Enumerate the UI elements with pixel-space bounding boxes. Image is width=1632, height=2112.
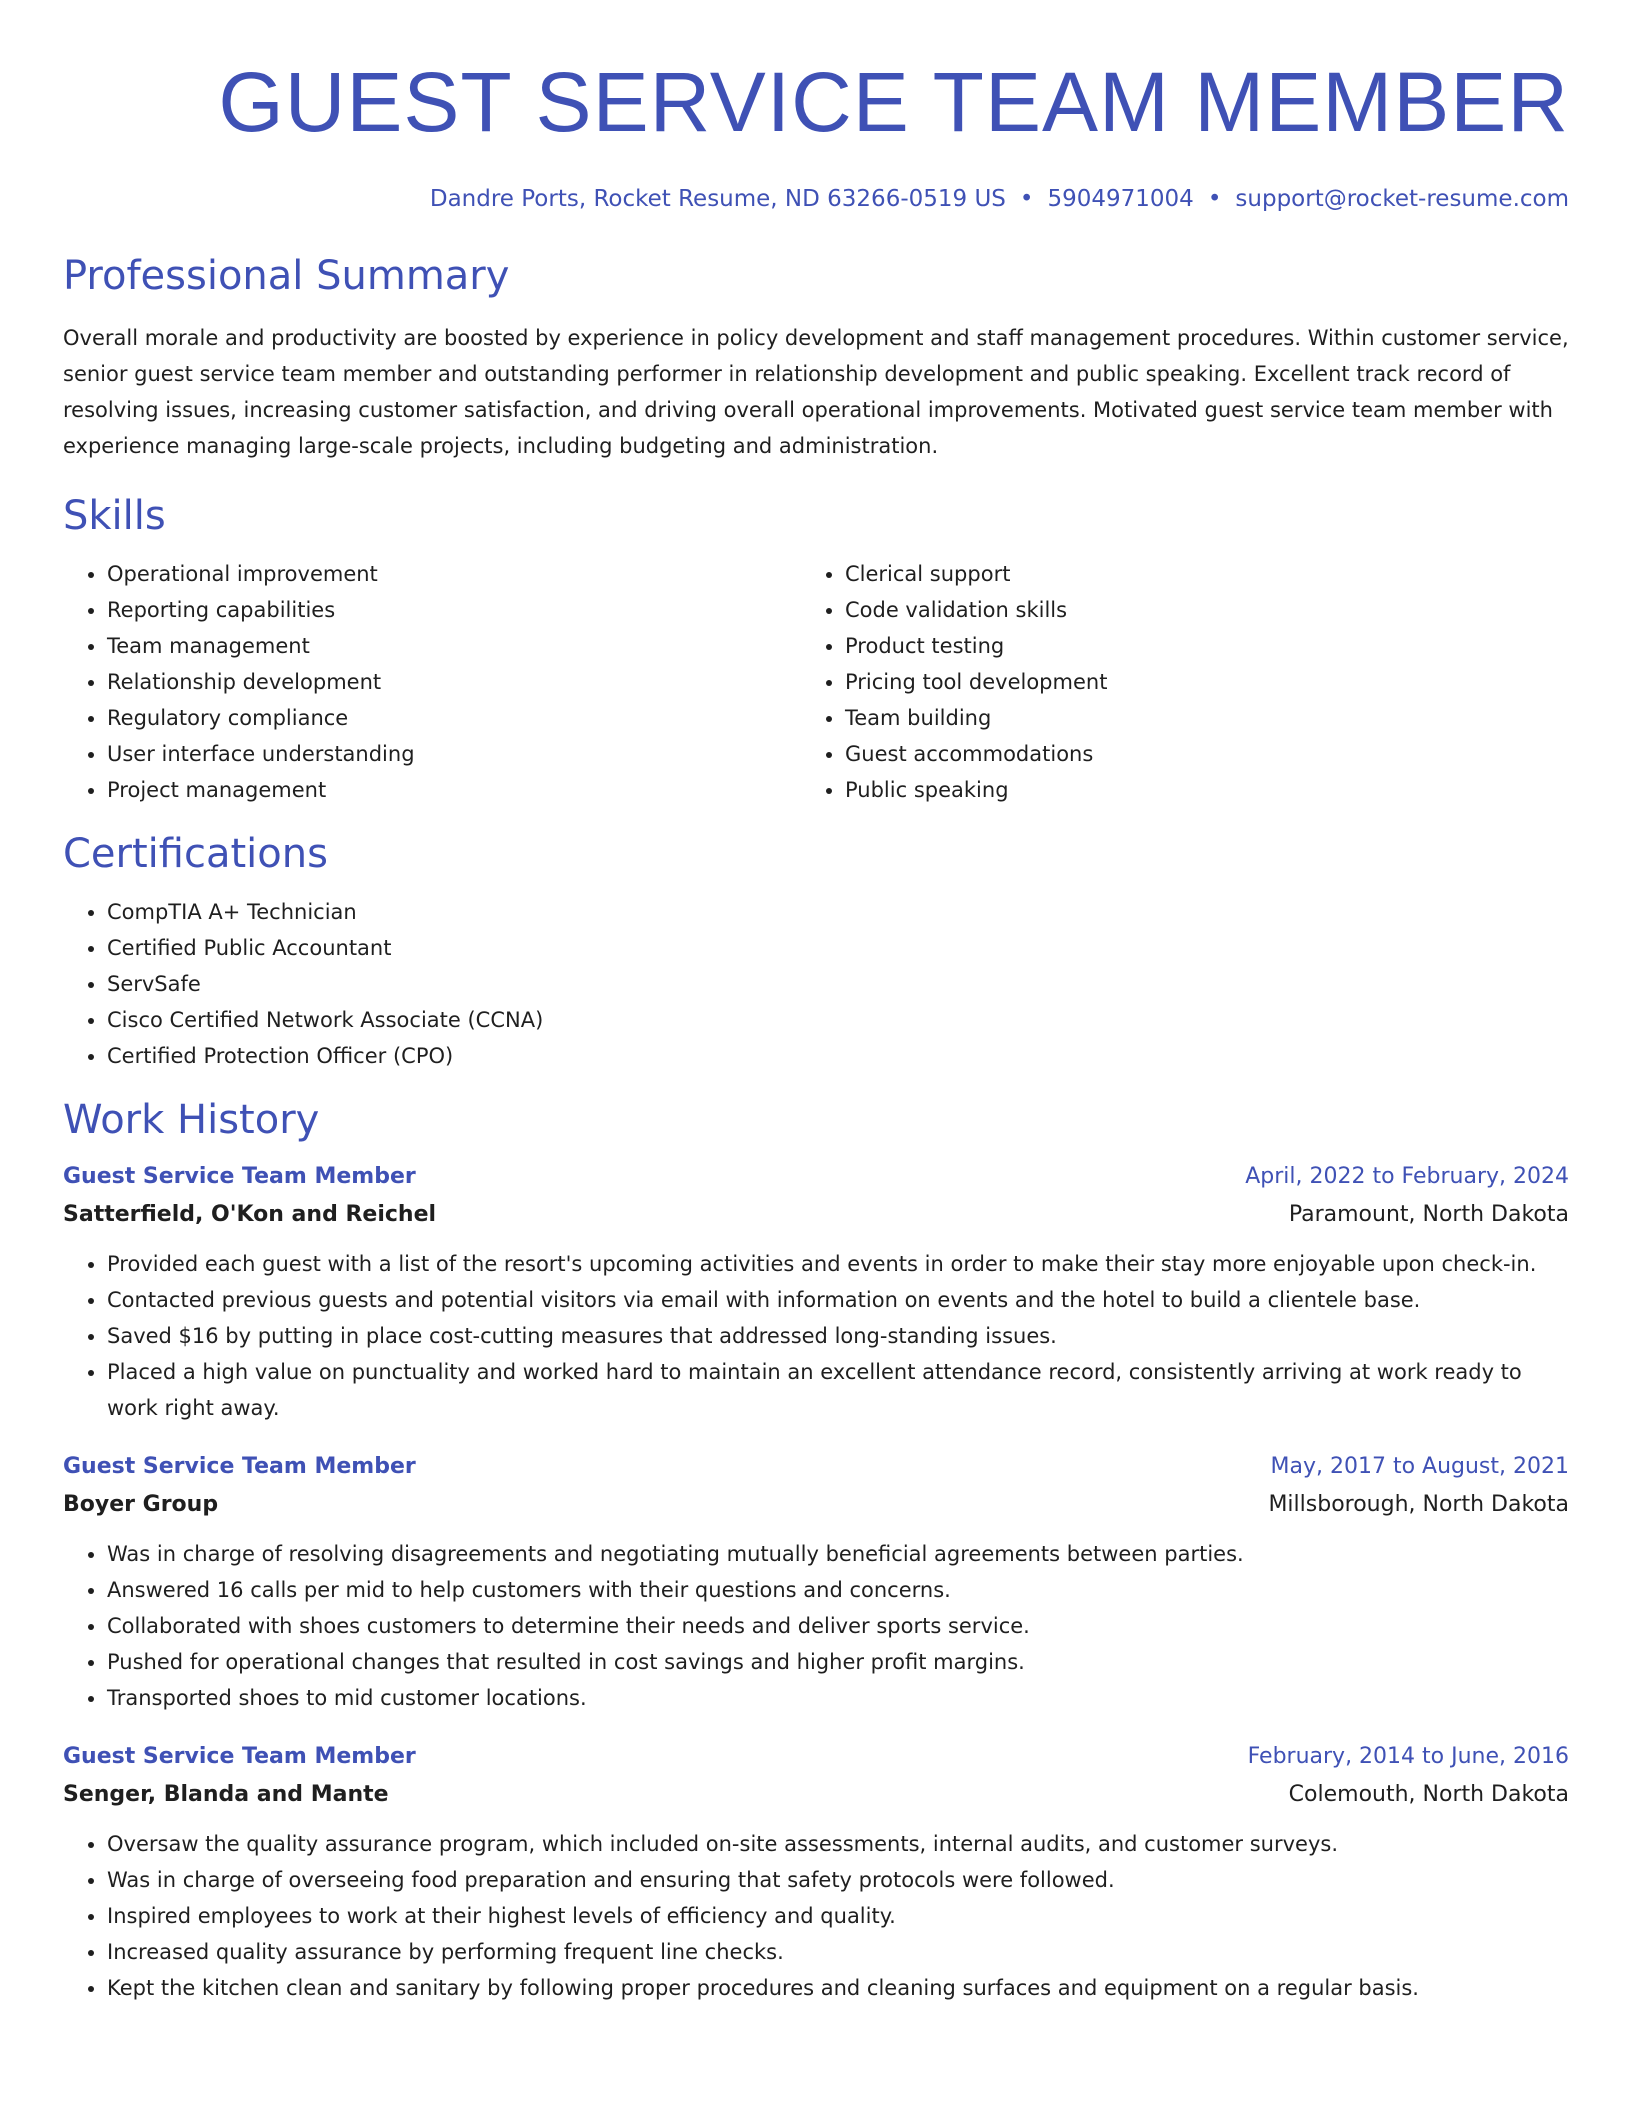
job-bullet: • Was in charge of overseeing food preparation and ensuring that safety protocols were followed. [107, 1862, 1569, 1898]
skill-item: • Regulatory compliance [107, 700, 801, 736]
skill-item: • Code validation skills [845, 592, 1539, 628]
job-bullet: • Oversaw the quality assurance program, which included on-site assessments, internal audits, and customer surveys. [107, 1826, 1569, 1862]
contact-line [63, 184, 1569, 214]
job-bullet: • Placed a high value on punctuality and worked hard to maintain an excellent attendance record, consistently arriving at work ready to work right away. [107, 1354, 1569, 1426]
job-bullets [63, 1246, 1569, 1426]
job-bullet: • Collaborated with shoes customers to determine their needs and deliver sports service. [107, 1608, 1569, 1644]
skill-item: • Clerical support [845, 556, 1539, 592]
skill-item: • Guest accommodations [845, 736, 1539, 772]
job-company-row [63, 1486, 1569, 1524]
job-company: Satterfield, O'Kon and Reichel [63, 1202, 437, 1227]
resume-name: GUEST SERVICE TEAM MEMBER [218, 55, 1569, 149]
job-bullet: • Answered 16 calls per mid to help customers with their questions and concerns. [107, 1572, 1569, 1608]
job-entry [63, 1158, 1569, 1426]
section-title-skills: Skills [63, 493, 166, 539]
job-bullet: • Was in charge of resolving disagreements and negotiating mutually beneficial agreements between parties. [107, 1536, 1569, 1572]
job-bullet: • Inspired employees to work at their highest levels of efficiency and quality. [107, 1898, 1569, 1934]
job-company-row [63, 1776, 1569, 1814]
certifications-list [63, 894, 1569, 1074]
job-dates: February, 2014 to June, 2016 [1247, 1744, 1569, 1769]
job-location: Millsborough, North Dakota [1268, 1492, 1569, 1517]
job-bullet: • Transported shoes to mid customer locations. [107, 1680, 1569, 1716]
skill-item: • Pricing tool development [845, 664, 1539, 700]
certification-item: • Certified Protection Officer (CPO) [107, 1038, 1569, 1074]
contact-email: support@rocket-resume.com [1235, 186, 1569, 212]
certification-item: • CompTIA A+ Technician [107, 894, 1569, 930]
job-company-row [63, 1196, 1569, 1234]
contact-address: Dandre Ports, Rocket Resume, ND 63266-0519 US [429, 186, 1006, 212]
skill-item: • Reporting capabilities [107, 592, 801, 628]
job-bullet: • Pushed for operational changes that resulted in cost savings and higher profit margins. [107, 1644, 1569, 1680]
skills-list [63, 556, 1569, 808]
job-location: Paramount, North Dakota [1288, 1202, 1569, 1227]
section-title-certifications: Certifications [63, 831, 328, 877]
job-title: Guest Service Team Member [63, 1454, 416, 1479]
job-company: Boyer Group [63, 1492, 219, 1517]
job-dates: May, 2017 to August, 2021 [1270, 1454, 1569, 1479]
job-bullet: • Provided each guest with a list of the resort's upcoming activities and events in order to make their stay more enjoyable upon check-in. [107, 1246, 1569, 1282]
skills-column-right [801, 556, 1539, 808]
job-bullet: • Increased quality assurance by performing frequent line checks. [107, 1934, 1569, 1970]
job-header-row [63, 1448, 1569, 1486]
job-bullet: • Kept the kitchen clean and sanitary by following proper procedures and cleaning surfaces and equipment on a regular basis. [107, 1970, 1569, 2006]
job-title: Guest Service Team Member [63, 1744, 416, 1769]
skill-item: • Product testing [845, 628, 1539, 664]
job-header-row [63, 1738, 1569, 1776]
certification-item: • ServSafe [107, 966, 1569, 1002]
skill-item: • Relationship development [107, 664, 801, 700]
section-title-work-history: Work History [63, 1097, 320, 1143]
job-title: Guest Service Team Member [63, 1164, 416, 1189]
job-bullets [63, 1536, 1569, 1716]
job-bullets [63, 1826, 1569, 2006]
skill-item: • Team management [107, 628, 801, 664]
skill-item: • User interface understanding [107, 736, 801, 772]
contact-separator: • [1207, 186, 1222, 212]
skill-item: • Team building [845, 700, 1539, 736]
skill-item: • Project management [107, 772, 801, 808]
job-bullet: • Saved $16 by putting in place cost-cutting measures that addressed long-standing issues. [107, 1318, 1569, 1354]
certification-item: • Certified Public Accountant [107, 930, 1569, 966]
certification-item: • Cisco Certified Network Associate (CCNA) [107, 1002, 1569, 1038]
summary-text: Overall morale and productivity are boosted by experience in policy development and staff management procedures. Within customer service, senior guest service team member and outstanding performer in relationship development and public speaking. Excellent track record of resolving issues, increasing customer satisfaction, and driving overall operational improvements. Motivated guest service team member with experience managing large-scale projects, including budgeting and administration. [63, 326, 1569, 458]
skills-column-left [63, 556, 801, 808]
contact-separator: • [1019, 186, 1034, 212]
job-dates: April, 2022 to February, 2024 [1245, 1164, 1569, 1189]
skill-item: • Public speaking [845, 772, 1539, 808]
section-title-summary: Professional Summary [63, 253, 510, 299]
job-bullet: • Contacted previous guests and potential visitors via email with information on events and the hotel to build a clientele base. [107, 1282, 1569, 1318]
job-company: Senger, Blanda and Mante [63, 1782, 389, 1807]
contact-phone: 5904971004 [1047, 186, 1194, 212]
job-header-row [63, 1158, 1569, 1196]
job-location: Colemouth, North Dakota [1288, 1782, 1569, 1807]
skill-item: • Operational improvement [107, 556, 801, 592]
resume-header [63, 0, 1569, 214]
job-entry [63, 1738, 1569, 2006]
job-entry [63, 1448, 1569, 1716]
